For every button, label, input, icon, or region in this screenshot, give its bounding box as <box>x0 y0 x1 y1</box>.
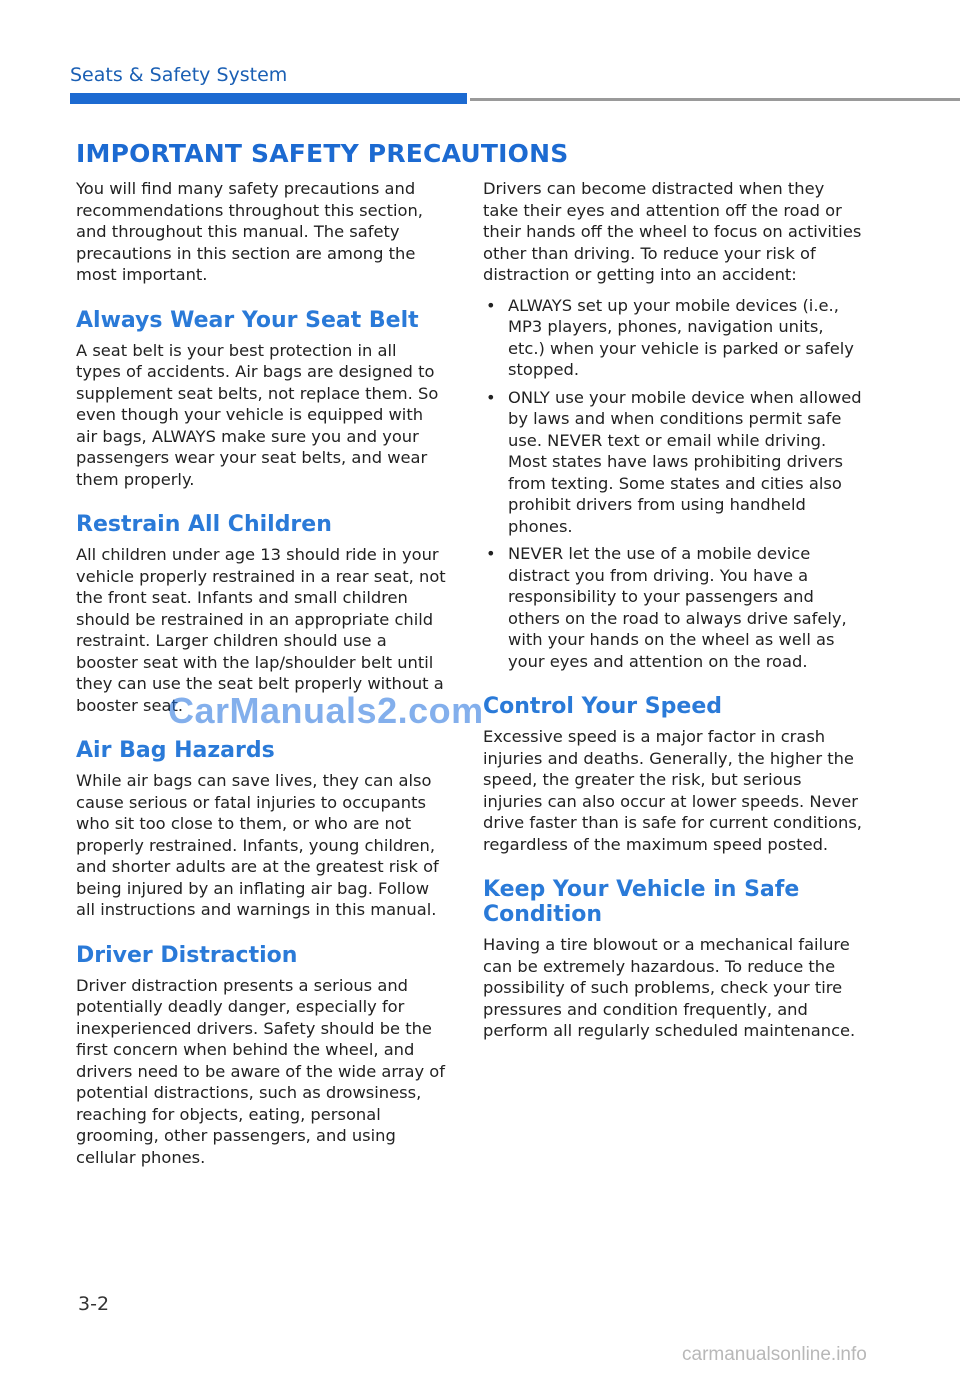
section-body: All children under age 13 should ride in your vehicle properly restrained in a rear seat, not the front seat. Infants and small children should be restrained in an appropriate child restraint. Larger children should use a booster seat with the lap/shoulder belt until they can use the seat belt properly without a booster seat. <box>76 545 446 715</box>
section-air-bag <box>76 738 446 921</box>
page-title: IMPORTANT SAFETY PRECAUTIONS <box>76 139 569 168</box>
section-condition <box>483 877 863 1042</box>
distraction-continued-paragraph: Drivers can become distracted when they take their eyes and attention off the road or their hands off the wheel to focus on activities other than driving. To reduce your risk of distraction or getting into an accident: <box>483 179 862 284</box>
list-item <box>483 295 863 381</box>
section-children <box>76 512 446 716</box>
list-item <box>483 543 863 672</box>
list-item-text: NEVER let the use of a mobile device distract you from driving. You have a responsibility to your passengers and others on the road to always drive safely, with your hands on the wheel as well as your eyes and attention on the road. <box>508 544 847 671</box>
section-body: Driver distraction presents a serious and potentially deadly danger, especially for inexperienced drivers. Safety should be the first concern when behind the wheel, and drivers need to be aware of the wide array of potential distractions, such as drowsiness, reaching for objects, eating, personal grooming, other passengers, and using cellular phones. <box>76 975 445 1167</box>
section-heading: Driver Distraction <box>76 942 298 968</box>
bullet-marker: • <box>486 295 496 315</box>
section-body: Excessive speed is a major factor in crash injuries and deaths. Generally, the higher the speed, the greater the risk, but serious injuries can also occur at lower speeds. Never drive faster than is safe for current conditions, regardless of the maximum speed posted. <box>483 727 862 854</box>
section-heading: Air Bag Hazards <box>76 738 275 763</box>
intro-paragraph: You will find many safety precautions and recommendations throughout this section, and throughout this manual. The safety precautions in this section are among the most important. <box>76 179 423 284</box>
section-distraction <box>76 943 446 1169</box>
section-body: Having a tire blowout or a mechanical failure can be extremely hazardous. To reduce the possibility of such problems, check your tire pressures and condition frequently, and perform all regularly scheduled maintenance. <box>483 935 856 1040</box>
footer-watermark: carmanualsonline.info <box>682 1344 867 1365</box>
left-column <box>76 178 446 1168</box>
section-header-title: Seats & Safety System <box>70 64 288 86</box>
header-rule-accent <box>70 93 467 104</box>
section-heading: Keep Your Vehicle in Safe Condition <box>483 877 800 927</box>
header-rule-gray <box>470 98 960 101</box>
watermark-text: CarManuals2.com <box>168 690 484 731</box>
list-item-text: ALWAYS set up your mobile devices (i.e., MP3 players, phones, navigation units, etc.) when your vehicle is parked or safely stopped. <box>508 295 854 379</box>
page-number: 3-2 <box>78 1293 110 1315</box>
section-heading: Control Your Speed <box>483 694 722 719</box>
section-heading: Restrain All Children <box>76 512 332 537</box>
list-item-text: ONLY use your mobile device when allowed by laws and when conditions permit safe use. NEVER text or email while driving. Most states have laws prohibiting drivers from texting. Some states and cities also prohibit drivers from using handheld phones. <box>508 387 862 536</box>
distraction-bullet-list <box>483 295 863 673</box>
section-body: A seat belt is your best protection in all types of accidents. Air bags are designed to supplement seat belts, not replace them. So even though your vehicle is equipped with air bags, ALWAYS make sure you and your passengers wear your seat belts, and wear them properly. <box>76 340 439 489</box>
section-seat-belt <box>76 308 446 491</box>
section-speed <box>483 694 863 855</box>
section-heading: Always Wear Your Seat Belt <box>76 307 419 333</box>
section-body: While air bags can save lives, they can also cause serious or fatal injuries to occupants who sit too close to them, or who are not properly restrained. Infants, young children, and shorter adults are at the greatest risk of being injured by an inflating air bag. Follow all instructions and warnings in this manual. <box>76 771 439 919</box>
right-column <box>483 178 863 1042</box>
bullet-marker: • <box>486 544 496 563</box>
bullet-marker: • <box>486 387 496 407</box>
list-item <box>483 387 863 538</box>
